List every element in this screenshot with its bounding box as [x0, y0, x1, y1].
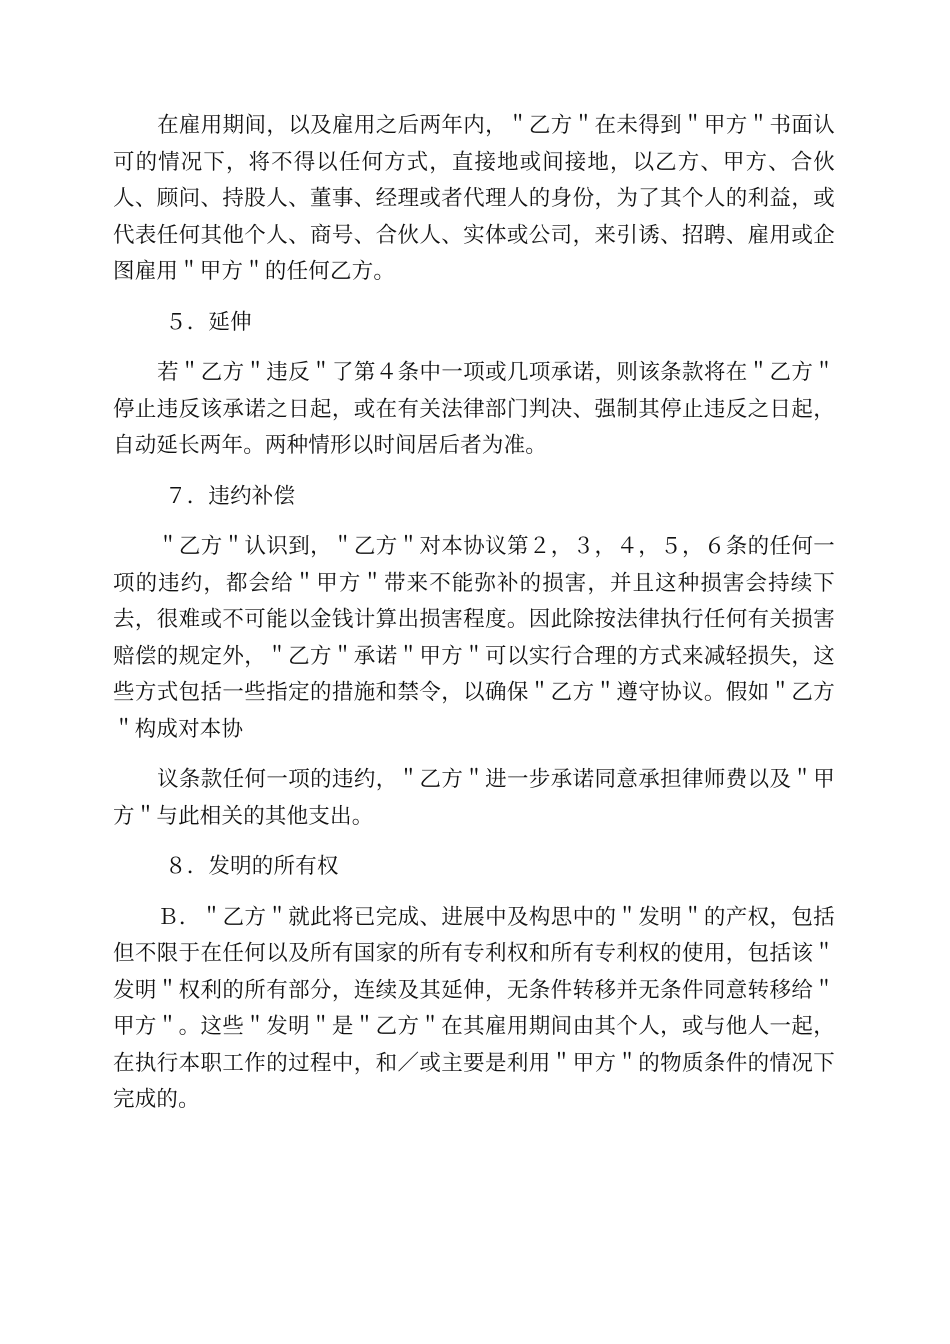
section-heading-extension: ５．延伸 [165, 309, 252, 335]
paragraph-extension: 若＂乙方＂违反＂了第４条中一项或几项承诺，则该条款将在＂乙方＂停止违反该承诺之日起，或在有关法律部门判决、强制其停止违反之日起，自动延长两年。两种情形以时间居后者为准。 [113, 360, 835, 458]
section-heading-breach-compensation: ７．违约补偿 [165, 483, 296, 509]
paragraph-breach-compensation: ＂乙方＂认识到，＂乙方＂对本协议第２，３，４，５，６条的任何一项的违约，都会给＂甲方＂带来不能弥补的损害，并且这种损害会持续下去，很难或不可能以金钱计算出损害程度。因此除按法律执行任何有关损害赔偿的规定外，＂乙方＂承诺＂甲方＂可以实行合理的方式来减轻损失，这些方式包括一些指定的措施和禁令，以确保＂乙方＂遵守协议。假如＂乙方＂构成对本协 [113, 534, 835, 742]
paragraph-non-solicitation: 在雇用期间，以及雇用之后两年内，＂乙方＂在未得到＂甲方＂书面认可的情况下，将不得以任何方式，直接地或间接地，以乙方、甲方、合伙人、顾问、持股人、董事、经理或者代理人的身份，为了其个人的利益，或代表任何其他个人、商号、合伙人、实体或公司，来引诱、招聘、雇用或企图雇用＂甲方＂的任何乙方。 [113, 113, 835, 284]
paragraph-invention-ownership: Ｂ．＂乙方＂就此将已完成、进展中及构思中的＂发明＂的产权，包括但不限于在任何以及所有国家的所有专利权和所有专利权的使用，包括该＂发明＂权利的所有部分，连续及其延伸，无条件转移并无条件同意转移给＂甲方＂。这些＂发明＂是＂乙方＂在其雇用期间由其个人，或与他人一起，在执行本职工作的过程中，和／或主要是利用＂甲方＂的物质条件的情况下完成的。 [113, 904, 835, 1112]
paragraph-breach-continuation: 议条款任何一项的违约，＂乙方＂进一步承诺同意承担律师费以及＂甲方＂与此相关的其他支出。 [113, 767, 835, 829]
section-heading-invention-ownership: ８．发明的所有权 [165, 854, 339, 879]
document-body [113, 108, 835, 1133]
